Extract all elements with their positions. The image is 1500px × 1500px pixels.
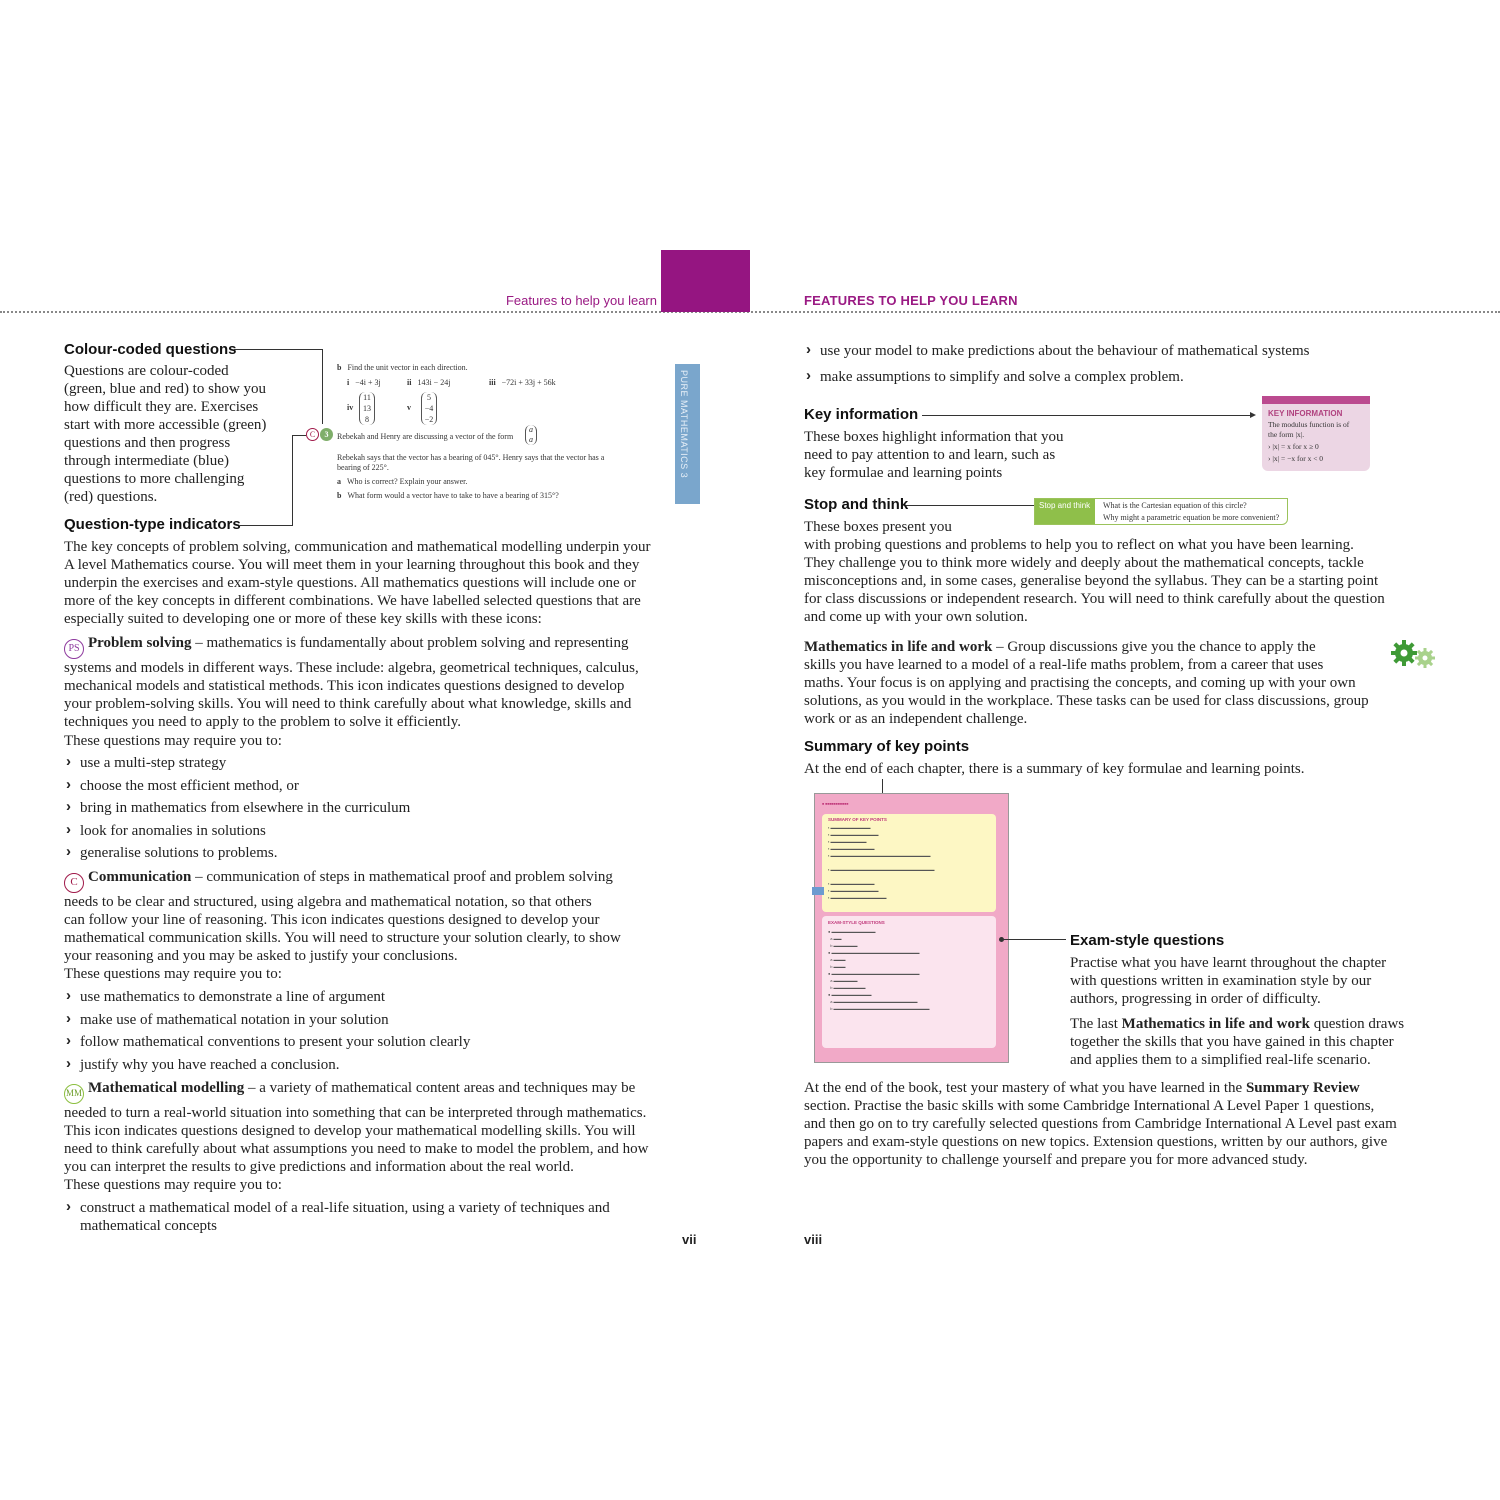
stop-and-think-text: These boxes present you with probing questions and problems to help you to reflect on what you have been learning. They challenge you to think more widely and deeply about the mathematical concepts, tackle misconceptions and, in some cases, generalise beyond the syllabus. They can be a starting point for class discussions or independent research. You will need to think carefully about the question and come up with your own solution. (804, 519, 1385, 625)
list-item: › use a multi-step strategy (64, 754, 664, 772)
modelling-section: MM Mathematical modelling – a variety of mathematical content areas and techniques may be needed to turn a real-world situation into something that can be interpreted through mathematics. This icon indicates questions designed to develop your mathematical modelling skills. You will need to think carefully about what assumptions you need to make to model the problem, and how you can interpret the results to give predictions and information about the real world. (64, 1080, 649, 1175)
c-bullet-list (64, 988, 704, 1074)
list-item: › construct a mathematical model of a real-life situation, using a variety of techniques and mathematical concepts (64, 1199, 704, 1235)
sample-question: b Find the unit vector in each direction. i −4i + 3j ii 143i − 24j iii −72i + 33j + 56k iv 11 13 8 v 5 −4 −2 Rebekah and Henry are discussing a vector of the form a a Rebekah says that the vector has a bearing of 045°. Henry says that the vector has a bearing of 225°. a Who is correct? Explain your answer. b What form would a vector have to take to have a bearing of 315°? (337, 363, 605, 500)
list-item: › justify why you have reached a conclusion. (64, 1056, 704, 1074)
list-item: › use mathematics to demonstrate a line of argument (64, 988, 704, 1006)
list-item: › follow mathematical conventions to present your solution clearly (64, 1033, 704, 1051)
header-rule (0, 311, 1500, 313)
list-item: › choose the most efficient method, or (64, 777, 664, 795)
stop-and-think-heading: Stop and think (804, 496, 909, 513)
colour-coded-heading: Colour-coded questions (64, 341, 237, 358)
mm-bullets-intro: These questions may require you to: (64, 1177, 282, 1193)
exam-style-text: Practise what you have learnt throughout the chapter with questions written in examination style by our authors, progressing in order of difficulty. (1070, 955, 1387, 1007)
communication-section: C Communication – communication of steps in mathematical proof and problem solving needs to be clear and structured, using algebra and mathematical notation, so that others can follow your line of reasoning. This icon indicates questions designed to develop your mathematical communication skills. You will need to structure your solution clearly, to show your reasoning and you may be asked to justify your conclusions. (64, 869, 621, 964)
question-type-heading: Question-type indicators (64, 516, 241, 533)
sample-communication-icon: C (306, 428, 319, 441)
exam-style-text-2: The last Mathematics in life and work question draws together the skills that you have gained in this chapter and applies them to a simplified real-life scenario. (1070, 1016, 1405, 1068)
list-item: › look for anomalies in solutions (64, 822, 664, 840)
top-bullet-list (804, 342, 1444, 386)
key-information-text: These boxes highlight information that you need to pay attention to and learn, such as key formulae and learning points (804, 429, 1064, 481)
list-item: › make use of mathematical notation in your solution (64, 1011, 704, 1029)
list-item: › make assumptions to simplify and solve a complex problem. (804, 368, 1444, 386)
list-item: › bring in mathematics from elsewhere in the curriculum (64, 799, 664, 817)
key-information-box: KEY INFORMATION The modulus function is of the form |x|. › |x| = x for x ≥ 0 › |x| = −x for x < 0 (1262, 396, 1370, 471)
list-item: › use your model to make predictions about the behaviour of mathematical systems (804, 342, 1444, 360)
gears-icon (1388, 638, 1440, 672)
stop-and-think-box: Stop and think What is the Cartesian equation of this circle? Why might a parametric equation be more convenient? (1034, 498, 1288, 525)
communication-icon: C (64, 873, 84, 893)
summary-text: At the end of each chapter, there is a summary of key formulae and learning points. (804, 761, 1305, 777)
exam-style-heading: Exam-style questions (1070, 932, 1225, 949)
key-concepts-intro: The key concepts of problem solving, communication and mathematical modelling underpin your A level Mathematics course. You will meet them in your learning throughout this book and they underpin the exercises and exam-style questions. All mathematics questions will include one or more of the key concepts in different combinations. We have labelled selected questions that are especially suited to developing one or more of these key skills with these icons: (64, 539, 651, 627)
modelling-icon: MM (64, 1084, 84, 1104)
summary-heading: Summary of key points (804, 738, 970, 755)
key-information-heading: Key information (804, 406, 919, 423)
pure-maths-side-tab: PURE MATHEMATICS 3 (675, 364, 700, 504)
sample-question-number: 3 (320, 428, 333, 441)
left-page-header: Features to help you learn (505, 293, 657, 308)
right-page-header: FEATURES TO HELP YOU LEARN (804, 293, 1018, 308)
c-bullets-intro: These questions may require you to: (64, 966, 282, 982)
summary-review-text: At the end of the book, test your mastery of what you have learned in the Summary Review section. Practise the basic skills with some Cambridge International A Level Paper 1 questions, and then go on to try carefully selected questions from Cambridge International A Level past exam papers and exam-style questions on new topics. Extension questions, written by our authors, give you the opportunity to challenge yourself and prepare you for more advanced study. (804, 1080, 1397, 1168)
chapter-tab-block (661, 250, 750, 312)
problem-solving-icon: PS (64, 639, 84, 659)
ps-bullet-list (64, 754, 664, 862)
problem-solving-section: PS Problem solving – mathematics is fundamentally about problem solving and representing systems and models in different ways. These include: algebra, geometrical techniques, calculus, mechanical models and statistical methods. This icon indicates questions designed to develop your problem-solving skills. You will need to think carefully about what knowledge, skills and techniques you need to apply to the problem to solve it efficiently. (64, 635, 639, 730)
life-and-work-section: Mathematics in life and work – Group discussions give you the chance to apply the skills you have learned to a model of a real-life maths problem, from a career that uses maths. Your focus is on applying and practising the concepts, and coming up with your own solutions, as you would in the workplace. These tasks can be used for class discussions, group work or as an independent challenge. (804, 639, 1369, 727)
page-number-left: vii (682, 1232, 697, 1247)
page-number-right: viii (804, 1232, 823, 1247)
ps-bullets-intro: These questions may require you to: (64, 733, 282, 749)
list-item: › generalise solutions to problems. (64, 844, 664, 862)
colour-coded-text: Questions are colour-coded (green, blue and red) to show you how difficult they are. Exercises start with more accessible (green) questions and then progress through intermediate (blue) questions to more challenging (red) questions. (64, 363, 267, 505)
mm-bullet-list (64, 1199, 704, 1235)
